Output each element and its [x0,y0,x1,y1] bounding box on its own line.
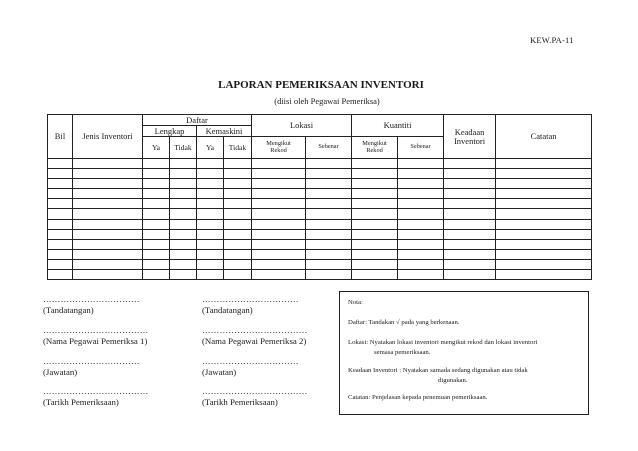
table-cell[interactable] [398,259,444,269]
table-cell[interactable] [444,179,496,189]
table-row [48,259,592,269]
col-header-kuantiti-mengikut-rekod [352,137,398,159]
label-tarikh-1: (Tarikh Pemeriksaan) [43,397,119,407]
table-row [48,199,592,209]
table-cell[interactable] [306,159,352,169]
nota-keadaan-line2: digunakan. [438,377,468,384]
table-cell[interactable] [496,199,592,209]
table-cell[interactable] [352,199,398,209]
table-cell[interactable] [73,189,143,199]
table-cell[interactable] [496,169,592,179]
col-header-lengkap-tidak: Tidak [170,137,197,159]
table-cell[interactable] [444,209,496,219]
table-cell[interactable] [352,169,398,179]
nota-lokasi-line2: semasa pemeriksaan. [374,349,431,356]
col-header-kemaskini-ya: Ya [197,137,224,159]
page-title-text: LAPORAN PEMERIKSAAN INVENTORI [218,79,424,91]
table-cell[interactable] [224,219,252,229]
table-cell[interactable] [352,189,398,199]
table-cell[interactable] [306,270,352,280]
table-row [48,159,592,169]
table-row [48,219,592,229]
table-cell[interactable] [444,239,496,249]
table-cell[interactable] [496,249,592,259]
jawatan-line-1: …………………………… [43,356,140,366]
table-cell[interactable] [306,229,352,239]
table-cell[interactable] [143,239,170,249]
table-cell[interactable] [252,209,306,219]
table-cell[interactable] [48,259,73,269]
table-cell[interactable] [496,229,592,239]
table-cell[interactable] [170,249,197,259]
table-cell[interactable] [352,159,398,169]
table-cell[interactable] [143,249,170,259]
signature-line-2: …………………………… [202,294,299,304]
table-row [48,270,592,280]
nota-daftar: Daftar: Tandakan √ pada yang berkenaan. [348,319,460,326]
table-cell[interactable] [252,179,306,189]
table-cell[interactable] [48,270,73,280]
kuantiti-mengikut-line1: Mengikut [362,139,387,147]
table-cell[interactable] [398,189,444,199]
table-cell[interactable] [306,209,352,219]
table-cell[interactable] [352,270,398,280]
table-cell[interactable] [73,169,143,179]
table-row [48,249,592,259]
table-cell[interactable] [48,159,73,169]
table-cell[interactable] [306,259,352,269]
table-cell[interactable] [170,270,197,280]
table-cell[interactable] [496,159,592,169]
nota-keadaan-line1: Keadaan Inventori : Nyatakan samada sedang digunakan atau tidak [348,367,528,374]
table-cell[interactable] [73,199,143,209]
table-cell[interactable] [306,219,352,229]
form-code: KEW.PA-11 [530,35,574,45]
tarikh-line-1: ……………………………… [43,386,149,396]
table-cell[interactable] [496,179,592,189]
signature-line-1: …………………………… [43,294,140,304]
table-cell[interactable] [398,169,444,179]
table-cell[interactable] [252,270,306,280]
table-cell[interactable] [73,159,143,169]
col-header-lokasi-sebenar: Sebenar [306,137,352,159]
table-cell[interactable] [444,159,496,169]
col-header-lengkap: Lengkap [143,126,197,137]
table-cell[interactable] [197,249,224,259]
table-cell[interactable] [444,229,496,239]
table-cell[interactable] [252,219,306,229]
label-nama-2: (Nama Pegawai Pemeriksa 2) [202,336,307,346]
table-cell[interactable] [352,239,398,249]
table-cell[interactable] [224,259,252,269]
inventory-table-body [48,159,592,280]
label-tarikh-2: (Tarikh Pemeriksaan) [202,397,278,407]
table-cell[interactable] [306,199,352,209]
table-cell[interactable] [352,179,398,189]
page-subtitle [0,96,638,106]
table-cell[interactable] [143,209,170,219]
table-cell[interactable] [170,219,197,229]
table-cell[interactable] [444,169,496,179]
tarikh-line-2: ……………………………… [202,386,308,396]
table-cell[interactable] [352,249,398,259]
table-cell[interactable] [143,169,170,179]
table-cell[interactable] [496,189,592,199]
table-cell[interactable] [398,239,444,249]
nota-lokasi-line1: Lokasi: Nyatakan lokasi inventori mengikut rekod dan lokasi inventori [348,339,538,346]
label-jawatan-1: (Jawatan) [43,367,78,377]
col-header-lokasi: Lokasi [252,115,352,137]
table-cell[interactable] [224,270,252,280]
table-cell[interactable] [224,179,252,189]
table-cell[interactable] [143,159,170,169]
table-cell[interactable] [252,199,306,209]
table-cell[interactable] [224,169,252,179]
table-cell[interactable] [143,199,170,209]
table-cell[interactable] [197,229,224,239]
col-header-kemaskini-tidak: Tidak [224,137,252,159]
table-cell[interactable] [73,209,143,219]
table-cell[interactable] [224,189,252,199]
col-header-kemaskini: Kemaskini [197,126,252,137]
table-cell[interactable] [398,179,444,189]
table-cell[interactable] [306,169,352,179]
table-cell[interactable] [496,209,592,219]
lokasi-mengikut-line2: Rekod [270,146,287,154]
table-cell[interactable] [73,249,143,259]
table-cell[interactable] [170,169,197,179]
table-cell[interactable] [252,229,306,239]
table-cell[interactable] [170,179,197,189]
table-cell[interactable] [252,169,306,179]
table-cell[interactable] [170,239,197,249]
table-cell[interactable] [73,270,143,280]
table-row [48,169,592,179]
page-title [0,79,638,91]
table-cell[interactable] [224,239,252,249]
col-header-lengkap-ya: Ya [143,137,170,159]
table-cell[interactable] [48,229,73,239]
table-cell[interactable] [73,179,143,189]
table-cell[interactable] [496,270,592,280]
table-cell[interactable] [197,169,224,179]
table-cell[interactable] [252,259,306,269]
table-cell[interactable] [197,179,224,189]
table-cell[interactable] [170,189,197,199]
table-cell[interactable] [352,219,398,229]
table-cell[interactable] [224,249,252,259]
table-cell[interactable] [48,209,73,219]
table-cell[interactable] [48,169,73,179]
col-header-daftar: Daftar [143,115,252,126]
table-cell[interactable] [398,199,444,209]
table-cell[interactable] [444,219,496,229]
page-subtitle-text: (diisi oleh Pegawai Pemeriksa) [274,96,380,106]
table-cell[interactable] [197,270,224,280]
table-cell[interactable] [444,259,496,269]
col-header-bil: Bil [48,115,73,159]
table-cell[interactable] [73,219,143,229]
inventory-table [47,114,592,280]
table-row [48,209,592,219]
table-cell[interactable] [224,229,252,239]
table-cell[interactable] [143,179,170,189]
col-header-jenis-inventori: Jenis Inventori [73,115,143,159]
table-cell[interactable] [352,259,398,269]
label-jawatan-2: (Jawatan) [202,367,237,377]
table-cell[interactable] [224,209,252,219]
lokasi-mengikut-line1: Mengikut [266,139,291,147]
table-cell[interactable] [48,189,73,199]
table-cell[interactable] [352,229,398,239]
table-cell[interactable] [306,189,352,199]
table-cell[interactable] [252,159,306,169]
table-cell[interactable] [444,249,496,259]
table-cell[interactable] [197,199,224,209]
table-cell[interactable] [73,229,143,239]
table-cell[interactable] [252,249,306,259]
keadaan-line2: Inventori [453,135,486,146]
kuantiti-mengikut-line2: Rekod [366,146,383,154]
table-cell[interactable] [197,259,224,269]
table-cell[interactable] [496,259,592,269]
table-cell[interactable] [224,159,252,169]
table-cell[interactable] [398,270,444,280]
table-cell[interactable] [197,209,224,219]
nota-box [339,291,589,415]
table-cell[interactable] [143,259,170,269]
table-cell[interactable] [197,239,224,249]
label-nama-1: (Nama Pegawai Pemeriksa 1) [43,336,148,346]
nota-heading: Nota: [348,299,363,306]
table-cell[interactable] [444,189,496,199]
table-cell[interactable] [398,219,444,229]
col-header-kuantiti: Kuantiti [352,115,444,137]
table-cell[interactable] [352,209,398,219]
name-line-1: ……………………………… [43,325,149,335]
col-header-keadaan-inventori [444,115,496,159]
table-cell[interactable] [170,199,197,209]
col-header-lokasi-mengikut-rekod [252,137,306,159]
table-cell[interactable] [306,179,352,189]
table-cell[interactable] [170,229,197,239]
table-cell[interactable] [398,249,444,259]
table-cell[interactable] [143,189,170,199]
table-cell[interactable] [73,239,143,249]
col-header-kuantiti-sebenar: Sebenar [398,137,444,159]
table-cell[interactable] [252,239,306,249]
table-cell[interactable] [170,209,197,219]
table-row [48,179,592,189]
table-cell[interactable] [224,199,252,209]
table-cell[interactable] [197,219,224,229]
table-cell[interactable] [252,189,306,199]
table-cell[interactable] [197,159,224,169]
table-cell[interactable] [496,219,592,229]
table-cell[interactable] [48,219,73,229]
table-cell[interactable] [197,189,224,199]
col-header-catatan: Catatan [496,115,592,159]
table-cell[interactable] [48,249,73,259]
table-cell[interactable] [48,179,73,189]
table-cell[interactable] [398,159,444,169]
table-cell[interactable] [398,209,444,219]
table-cell[interactable] [306,249,352,259]
table-cell[interactable] [398,229,444,239]
label-tandatangan-2: (Tandatangan) [202,305,253,315]
table-cell[interactable] [306,239,352,249]
table-cell[interactable] [496,239,592,249]
table-cell[interactable] [444,199,496,209]
table-cell[interactable] [444,270,496,280]
table-cell[interactable] [170,259,197,269]
nota-catatan: Catatan: Penjelasan kepada penemuan pemeriksaan. [348,394,488,401]
table-cell[interactable] [73,259,143,269]
label-tandatangan-1: (Tandatangan) [43,305,94,315]
table-cell[interactable] [48,199,73,209]
table-row [48,239,592,249]
jawatan-line-2: …………………………… [202,356,299,366]
table-cell[interactable] [48,239,73,249]
table-cell[interactable] [143,270,170,280]
table-row [48,189,592,199]
keadaan-line1: Keadaan [454,126,485,137]
table-cell[interactable] [143,229,170,239]
name-line-2: ……………………………… [202,325,308,335]
table-cell[interactable] [143,219,170,229]
table-cell[interactable] [170,159,197,169]
table-row [48,229,592,239]
